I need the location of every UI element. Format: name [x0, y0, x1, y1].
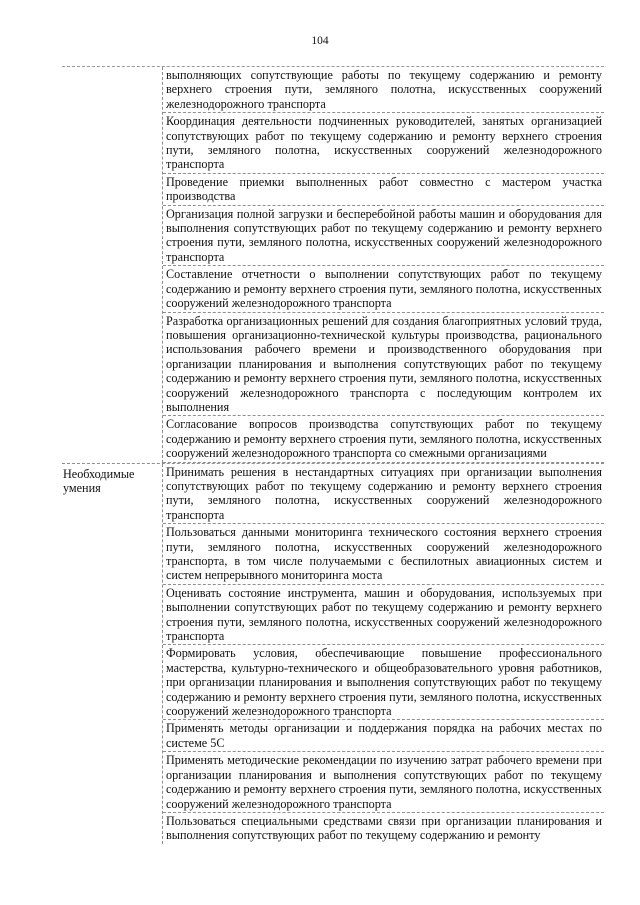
table-cell-item: Координация деятельности подчиненных руководителей, занятых организацией сопутствующих работ по текущему содержанию и ремонту верхнего строения пути, земляного полотна, искусственных сооружений железнодорожного транспорта — [163, 113, 604, 174]
section-label — [62, 67, 162, 463]
section-label-required-skills: Необходимые умения — [63, 466, 135, 495]
section-items — [162, 464, 604, 844]
table-cell-item: Согласование вопросов производства сопутствующих работ по текущему содержанию и ремонту верхнего строения пути, земляного полотна, искусственных сооружений железнодорожного транспорта со смежными организациями — [163, 416, 604, 462]
table-cell-item: Принимать решения в нестандартных ситуациях при организации выполнения сопутствующих работ по текущему содержанию и ремонту верхнего строения пути, земляного полотна, искусственных сооружений железнодорожного транспорта — [163, 464, 604, 525]
section-labor-actions — [62, 67, 604, 463]
table-cell-item: Проведение приемки выполненных работ совместно с мастером участка производства — [163, 174, 604, 206]
section-items — [162, 67, 604, 463]
table-cell-item: Формировать условия, обеспечивающие повышение профессионального мастерства, культурно-технического и общеобразовательного уровня работников, при организации планирования и выполнения сопутствующих работ по текущему содержанию и ремонту верхнего строения пути, земляного полотна, искусственных сооружений железнодорожного транспорта — [163, 645, 604, 720]
table-cell-item: выполняющих сопутствующие работы по текущему содержанию и ремонту верхнего строения пути, земляного полотна, искусственных сооружений железнодорожного транспорта — [163, 67, 604, 113]
table-cell-item: Разработка организационных решений для создания благоприятных условий труда, повышения организационно-технической культуры производства, рационального использования рабочего времени и производственного оборудования при организации планирования и выполнения сопутствующих работ по текущему содержанию и ремонту верхнего строения пути, земляного полотна, искусственных сооружений железнодорожного транспорта с последующим контролем их выполнения — [163, 313, 604, 417]
table-cell-item: Пользоваться специальными средствами связи при организации планирования и выполнения сопутствующих работ по текущему содержанию и ремонту — [166, 813, 602, 843]
table-cell-item: Оценивать состояние инструмента, машин и оборудования, используемых при выполнении сопутствующих работ по текущему содержанию и ремонту верхнего строения пути, земляного полотна, искусственных сооружений железнодорожного транспорта — [163, 585, 604, 646]
section-required-skills — [62, 463, 604, 844]
page-number: 104 — [311, 35, 329, 47]
table-cell-item: Составление отчетности о выполнении сопутствующих работ по текущему содержанию и ремонту верхнего строения пути, земляного полотна, искусственных сооружений железнодорожного транспорта — [163, 266, 604, 312]
table-cell-item: Пользоваться данными мониторинга технического состояния верхнего строения пути, земляного полотна, искусственных сооружений железнодорожного транспорта, в том числе получаемыми с беспилотных авиационных систем и систем непрерывного мониторинга моста — [163, 524, 604, 585]
table-cell-item: Применять методические рекомендации по изучению затрат рабочего времени при организации планирования и выполнения сопутствующих работ по текущему содержанию и ремонту верхнего строения пути, земляного полотна, искусственных сооружений железнодорожного транспорта — [163, 752, 604, 813]
competency-table — [62, 66, 604, 844]
table-cell-item: Организация полной загрузки и бесперебойной работы машин и оборудования для выполнения сопутствующих работ по текущему содержанию и ремонту верхнего строения пути, земляного полотна, искусственных сооружений железнодорожного транспорта — [163, 206, 604, 267]
table-cell-item: Применять методы организации и поддержания порядка на рабочих местах по системе 5С — [163, 720, 604, 752]
